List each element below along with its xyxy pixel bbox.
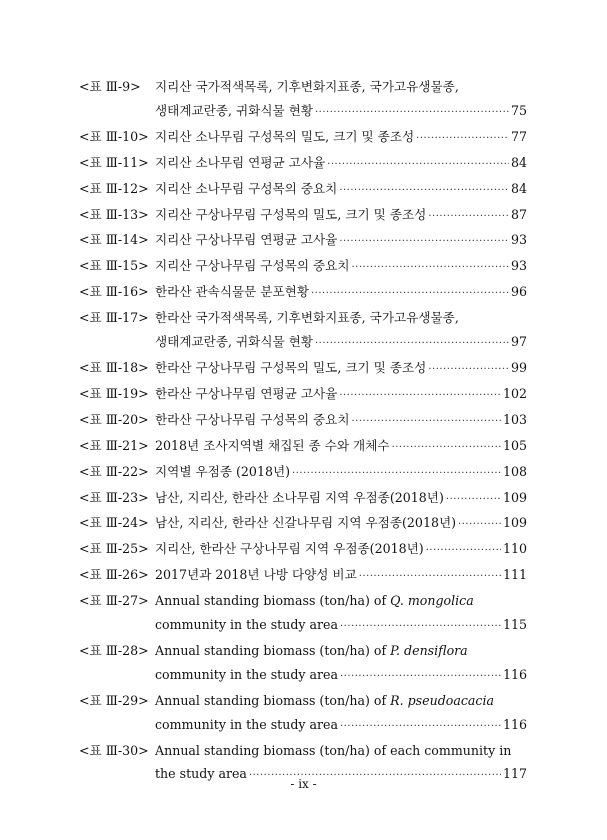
toc-entry-page: 96	[510, 284, 527, 300]
toc-entry-title: 지리산 구상나무림 연평균 고사율	[155, 232, 338, 248]
toc-entry-title: Annual standing biomass (ton/ha) of R. pseudoacacia	[155, 692, 495, 708]
toc-entry[interactable]	[79, 408, 527, 434]
toc-entry[interactable]	[79, 589, 527, 639]
toc-entry-label: <표 Ⅲ-16>	[79, 284, 149, 300]
toc-entry-label: <표 Ⅲ-9>	[79, 79, 141, 94]
toc-entry[interactable]	[79, 151, 527, 177]
toc-entry-title: 지역별 우점종 (2018년)	[155, 463, 291, 479]
toc-entry-label: <표 Ⅲ-26>	[79, 567, 149, 583]
dot-leader	[339, 179, 509, 203]
dot-leader	[340, 715, 501, 739]
toc-entry-page: 84	[510, 154, 527, 170]
toc-entry-title: Annual standing biomass (ton/ha) of Q. mongolica	[155, 593, 474, 609]
toc-entry[interactable]	[79, 689, 527, 739]
toc-entry[interactable]	[79, 563, 527, 589]
toc-entry-label: <표 Ⅲ-21>	[79, 437, 149, 453]
toc-entry-page: 111	[502, 567, 527, 583]
toc-entry-title: 생태계교란종, 귀화식물 현황	[155, 102, 313, 118]
dot-leader	[446, 488, 501, 512]
toc-entry[interactable]	[79, 382, 527, 408]
toc-entry-label: <표 Ⅲ-12>	[79, 180, 149, 196]
toc-entry[interactable]	[79, 177, 527, 203]
toc-entry-page: 109	[502, 515, 527, 531]
toc-entry-label: <표 Ⅲ-18>	[79, 359, 149, 375]
toc-entry[interactable]	[79, 306, 527, 356]
dot-leader	[416, 127, 509, 151]
dot-leader	[352, 410, 501, 434]
toc-entry[interactable]	[79, 511, 527, 537]
toc-entry-label: <표 Ⅲ-30>	[79, 742, 149, 758]
toc-entry-page: 93	[510, 258, 527, 274]
toc-entry-page: 99	[510, 359, 527, 375]
dot-leader	[359, 565, 501, 589]
toc-entry[interactable]	[79, 486, 527, 512]
toc-entry[interactable]	[79, 280, 527, 306]
table-of-contents	[79, 75, 527, 788]
toc-entry-page: 97	[510, 334, 527, 350]
dot-leader	[428, 205, 509, 229]
page-number: - ix -	[290, 777, 317, 791]
toc-entry-label: <표 Ⅲ-28>	[79, 642, 149, 658]
toc-entry-label: <표 Ⅲ-25>	[79, 541, 149, 557]
toc-entry-page: 75	[510, 102, 527, 118]
toc-entry-label: <표 Ⅲ-10>	[79, 128, 149, 144]
toc-entry[interactable]	[79, 203, 527, 229]
toc-entry-title: 2017년과 2018년 나방 다양성 비교	[155, 567, 357, 583]
dot-leader	[327, 153, 509, 177]
toc-entry-label: <표 Ⅲ-19>	[79, 385, 149, 401]
toc-entry-label: <표 Ⅲ-11>	[79, 154, 149, 170]
toc-entry-label: <표 Ⅲ-20>	[79, 411, 149, 427]
toc-entry[interactable]	[79, 75, 527, 125]
toc-entry[interactable]	[79, 639, 527, 689]
dot-leader	[315, 101, 509, 125]
toc-entry-title: 한라산 구상나무림 연평균 고사율	[155, 385, 338, 401]
dot-leader	[315, 332, 509, 356]
dot-leader	[339, 230, 509, 254]
toc-entry-title: community in the study area	[155, 617, 339, 633]
toc-entry-title: 한라산 구상나무림 구성목의 밀도, 크기 및 종조성	[155, 359, 427, 375]
toc-entry-label: <표 Ⅲ-27>	[79, 593, 149, 609]
toc-entry-page: 116	[502, 716, 527, 732]
toc-entry-page: 110	[502, 541, 527, 557]
toc-entry-title: 지리산 소나무림 구성목의 중요치	[155, 180, 338, 196]
toc-entry-page: 117	[502, 766, 527, 782]
toc-entry[interactable]	[79, 537, 527, 563]
toc-entry-page: 116	[502, 666, 527, 682]
toc-entry-page: 109	[502, 489, 527, 505]
dot-leader	[428, 358, 509, 382]
toc-entry-title: 지리산 국가적색목록, 기후변화지표종, 국가고유생물종,	[155, 79, 459, 94]
dot-leader	[340, 665, 501, 689]
toc-entry[interactable]	[79, 228, 527, 254]
dot-leader	[340, 615, 501, 639]
toc-entry-title: Annual standing biomass (ton/ha) of P. densiflora	[155, 642, 468, 658]
toc-entry-page: 105	[502, 437, 527, 453]
toc-entry[interactable]	[79, 254, 527, 280]
toc-entry-page: 93	[510, 232, 527, 248]
toc-entry[interactable]	[79, 356, 527, 382]
toc-entry[interactable]	[79, 125, 527, 151]
toc-entry-label: <표 Ⅲ-17>	[79, 310, 149, 326]
toc-entry-label: <표 Ⅲ-14>	[79, 232, 149, 248]
toc-entry-title: 지리산 소나무림 연평균 고사율	[155, 154, 326, 170]
toc-entry-label: <표 Ⅲ-13>	[79, 206, 149, 222]
toc-entry-label: <표 Ⅲ-24>	[79, 515, 149, 531]
toc-entry-title: community in the study area	[155, 716, 339, 732]
dot-leader	[339, 384, 501, 408]
toc-entry-title: Annual standing biomass (ton/ha) of each community in	[155, 742, 512, 758]
toc-entry-title: 지리산 구상나무림 구성목의 중요치	[155, 258, 350, 274]
toc-entry-page: 108	[502, 463, 527, 479]
toc-entry-title: 생태계교란종, 귀화식물 현황	[155, 334, 313, 350]
toc-entry-title: 한라산 국가적색목록, 기후변화지표종, 국가고유생물종,	[155, 310, 459, 326]
toc-entry-label: <표 Ⅲ-23>	[79, 489, 149, 505]
toc-entry-title: 남산, 지리산, 한라산 소나무림 지역 우점종(2018년)	[155, 489, 444, 505]
dot-leader	[458, 513, 501, 537]
toc-entry-title: 지리산 구상나무림 구성목의 밀도, 크기 및 종조성	[155, 206, 427, 222]
toc-entry-page: 77	[510, 128, 527, 144]
toc-entry-title: community in the study area	[155, 666, 339, 682]
toc-entry[interactable]	[79, 460, 527, 486]
dot-leader	[292, 462, 501, 486]
toc-entry-page: 87	[510, 206, 527, 222]
toc-entry-label: <표 Ⅲ-22>	[79, 463, 149, 479]
toc-entry-page: 115	[502, 617, 527, 633]
dot-leader	[392, 436, 501, 460]
toc-entry-page: 102	[502, 385, 527, 401]
toc-entry[interactable]	[79, 434, 527, 460]
toc-entry-title: 한라산 구상나무림 구성목의 중요치	[155, 411, 350, 427]
toc-entry-title: 지리산, 한라산 구상나무림 지역 우점종(2018년)	[155, 541, 424, 557]
toc-entry-label: <표 Ⅲ-15>	[79, 258, 149, 274]
toc-entry-page: 84	[510, 180, 527, 196]
dot-leader	[426, 539, 501, 563]
toc-entry-title: 2018년 조사지역별 채집된 종 수와 개체수	[155, 437, 390, 453]
toc-entry-title: 지리산 소나무림 구성목의 밀도, 크기 및 종조성	[155, 128, 415, 144]
dot-leader	[352, 256, 509, 280]
toc-entry-label: <표 Ⅲ-29>	[79, 692, 149, 708]
toc-entry-title: 한라산 관속식물문 분포현황	[155, 284, 309, 300]
toc-entry-title: the study area	[155, 766, 247, 782]
toc-entry-title: 남산, 지리산, 한라산 신갈나무림 지역 우점종(2018년)	[155, 515, 457, 531]
dot-leader	[311, 282, 509, 306]
toc-entry-page: 103	[502, 411, 527, 427]
